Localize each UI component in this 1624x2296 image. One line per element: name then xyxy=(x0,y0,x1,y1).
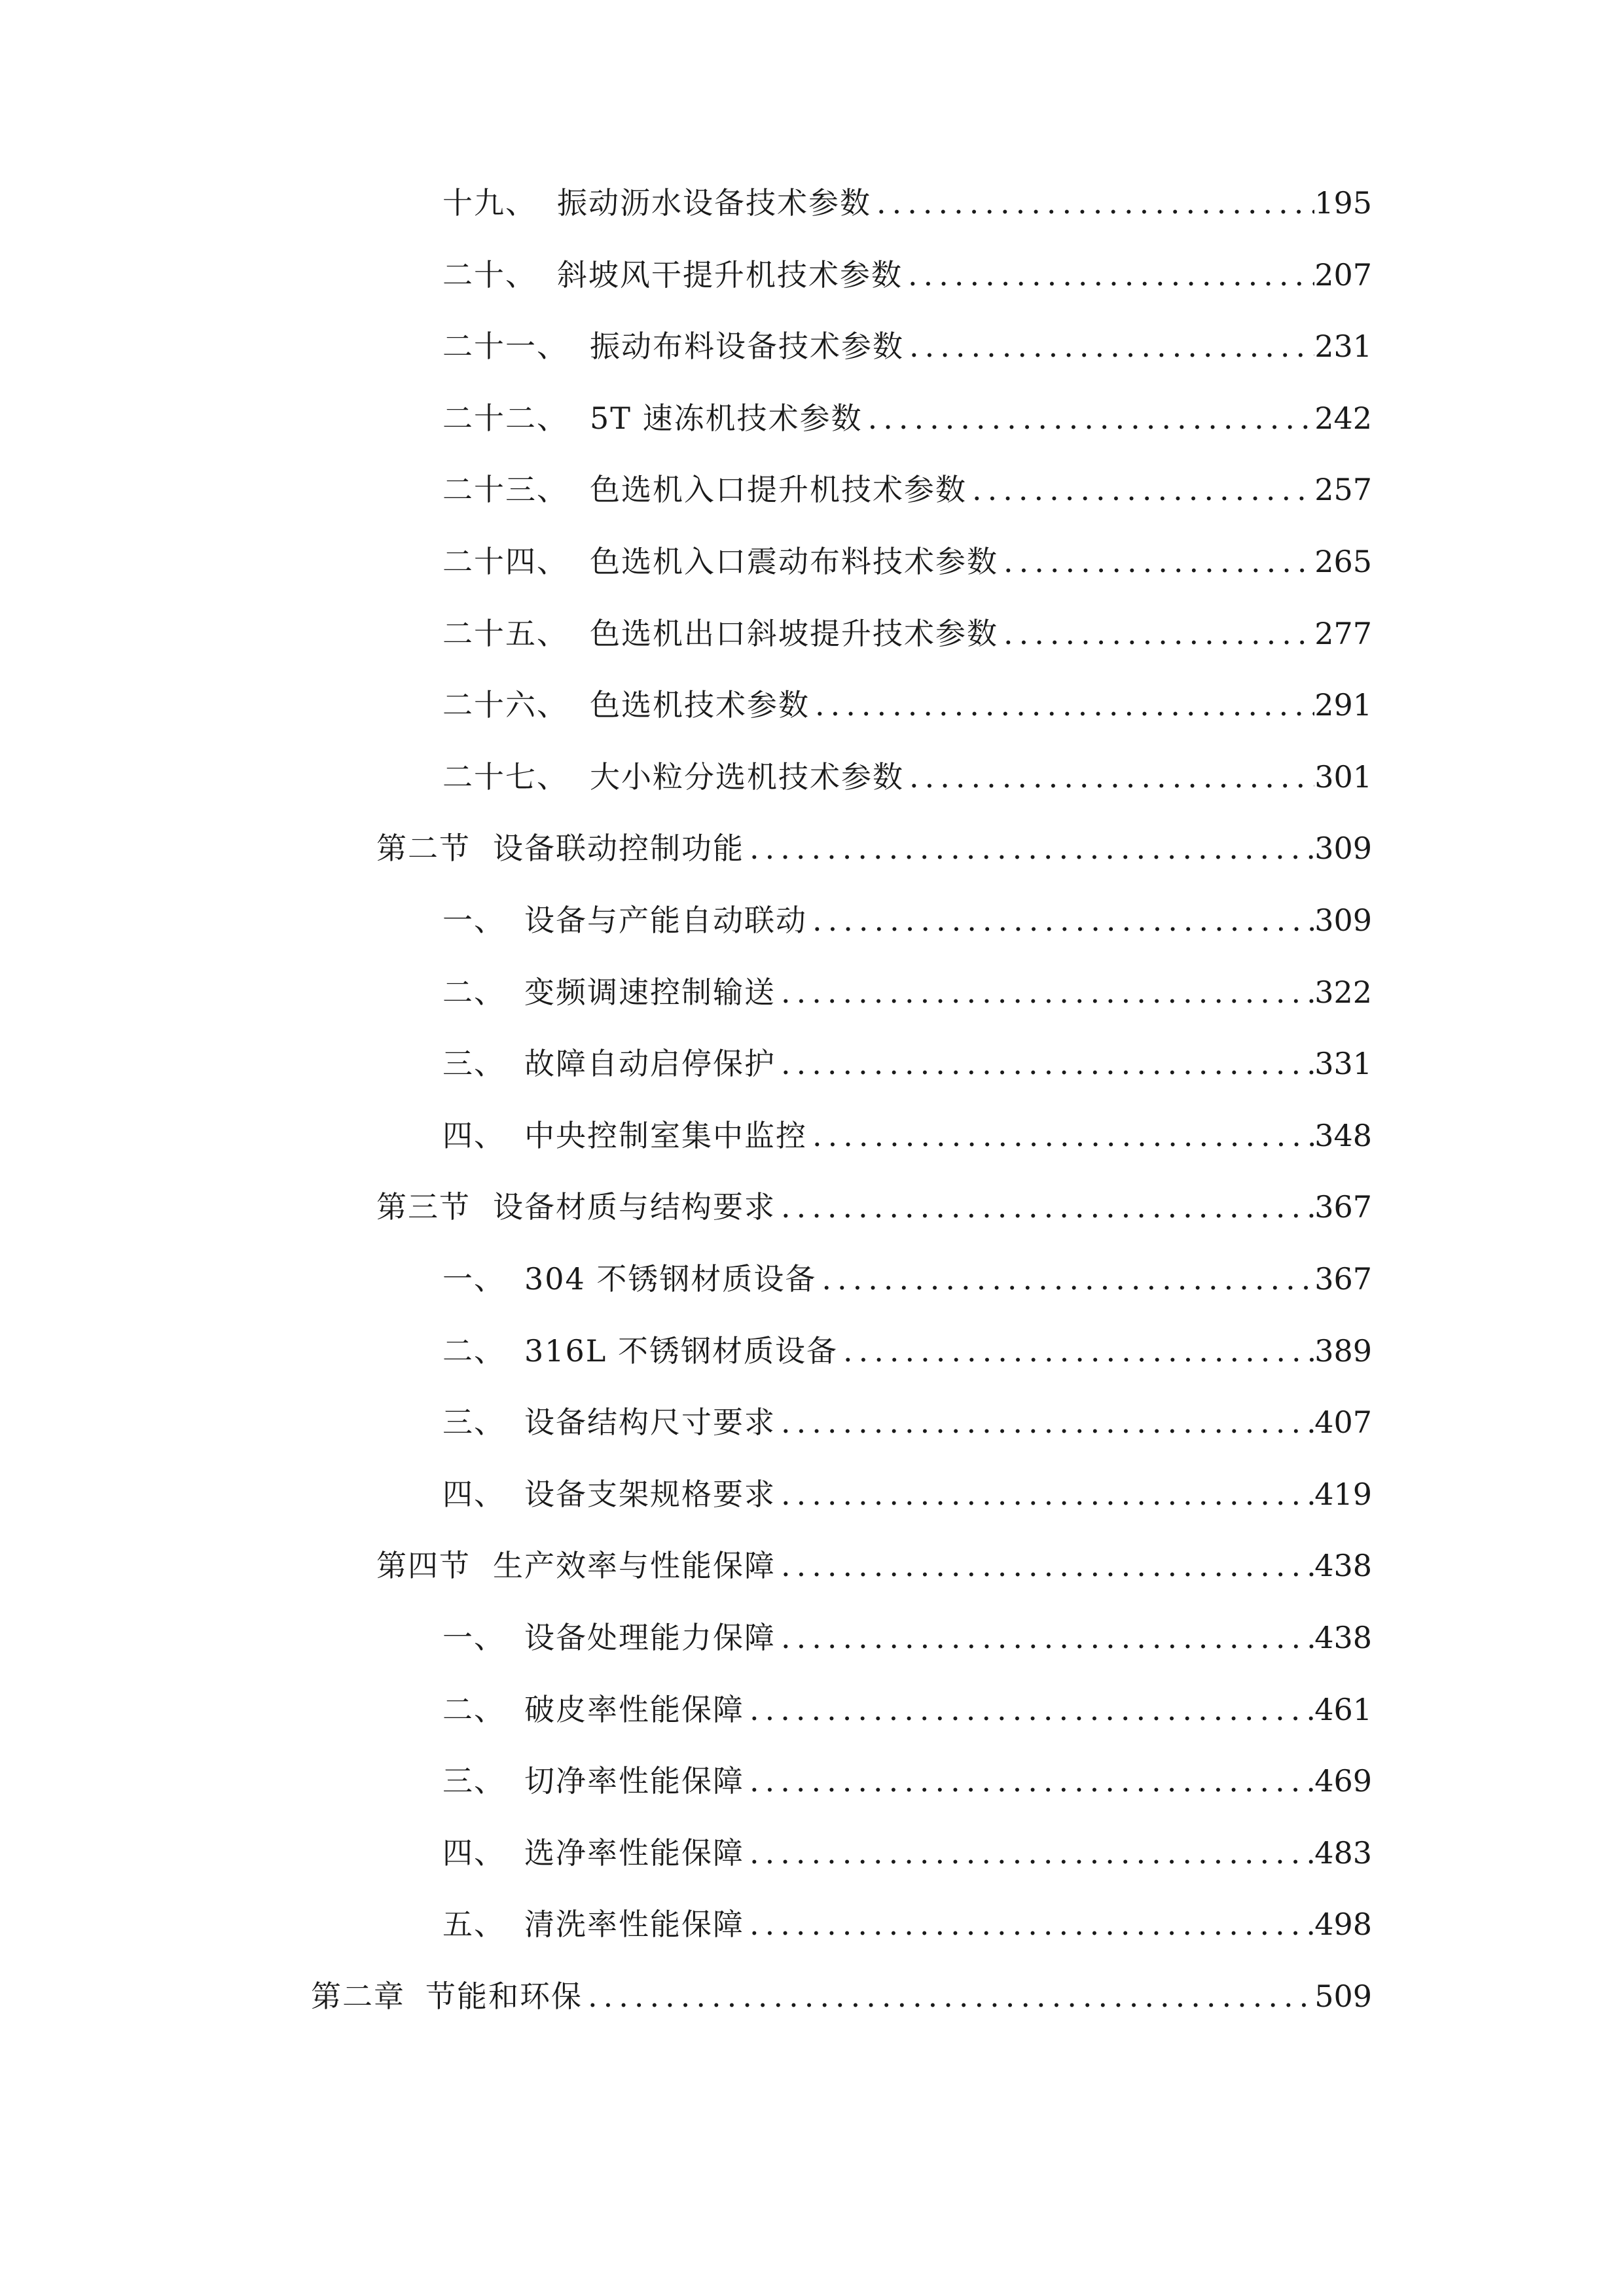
toc-entry-number: 三、 xyxy=(442,1405,505,1440)
dot-leader xyxy=(744,1898,1314,1950)
toc-entry-title: 破皮率性能保障 xyxy=(524,1692,744,1727)
toc-entry-number: 第三节 xyxy=(376,1189,471,1225)
dot-leader xyxy=(998,607,1314,660)
toc-entry[interactable] xyxy=(442,249,1372,301)
toc-entry-number: 五、 xyxy=(442,1907,505,1942)
toc-entry-title: 316L 不锈钢材质设备 xyxy=(524,1333,838,1369)
toc-entry[interactable] xyxy=(442,1468,1372,1520)
toc-entry[interactable] xyxy=(442,1396,1372,1448)
dot-leader xyxy=(776,1468,1314,1520)
toc-entry-title: 设备与产能自动联动 xyxy=(524,903,807,938)
toc-entry[interactable] xyxy=(442,1827,1372,1879)
toc-entry[interactable] xyxy=(442,679,1372,731)
dot-leader xyxy=(807,894,1314,946)
toc-entry-page-number: 195 xyxy=(1314,185,1372,221)
toc-entry-title: 振动沥水设备技术参数 xyxy=(557,185,871,221)
toc-entry[interactable] xyxy=(442,392,1372,444)
dot-leader xyxy=(744,822,1314,874)
dot-leader xyxy=(810,679,1314,731)
toc-entry-number: 二十六、 xyxy=(442,687,568,723)
toc-entry-number: 二十七、 xyxy=(442,759,568,795)
toc-entry-number: 二十、 xyxy=(442,257,537,293)
toc-entry-number: 二、 xyxy=(442,1692,505,1727)
toc-entry[interactable] xyxy=(442,1037,1372,1090)
toc-entry[interactable] xyxy=(442,463,1372,516)
toc-entry-title: 304 不锈钢材质设备 xyxy=(524,1261,817,1297)
toc-entry-number: 三、 xyxy=(442,1046,505,1081)
toc-entry-page-number: 483 xyxy=(1314,1835,1372,1871)
toc-entry-number: 四、 xyxy=(442,1118,505,1153)
dot-leader xyxy=(776,1611,1314,1664)
toc-entry[interactable] xyxy=(442,966,1372,1018)
toc-entry-title: 斜坡风干提升机技术参数 xyxy=(557,257,903,293)
toc-entry-number: 三、 xyxy=(442,1763,505,1799)
toc-entry-page-number: 438 xyxy=(1314,1620,1372,1655)
dot-leader xyxy=(776,1037,1314,1090)
toc-entry[interactable] xyxy=(442,320,1372,372)
toc-entry[interactable] xyxy=(442,1683,1372,1736)
toc-entry-title: 振动布料设备技术参数 xyxy=(590,329,904,364)
toc-entry-page-number: 367 xyxy=(1314,1261,1372,1297)
toc-entry[interactable] xyxy=(442,1325,1372,1377)
toc-entry-page-number: 207 xyxy=(1314,257,1372,293)
toc-entry[interactable] xyxy=(442,535,1372,588)
toc-entry[interactable] xyxy=(442,894,1372,946)
toc-entry-title: 选净率性能保障 xyxy=(524,1835,744,1871)
toc-entry-page-number: 257 xyxy=(1314,472,1372,507)
toc-entry[interactable] xyxy=(442,1611,1372,1664)
toc-entry-number: 二十三、 xyxy=(442,472,568,507)
dot-leader xyxy=(744,1683,1314,1736)
toc-entry-number: 第四节 xyxy=(376,1548,471,1583)
toc-entry-page-number: 367 xyxy=(1314,1189,1372,1225)
dot-leader xyxy=(967,463,1314,516)
toc-entry-number: 一、 xyxy=(442,1620,505,1655)
toc-entry-page-number: 461 xyxy=(1314,1692,1372,1727)
toc-entry-page-number: 322 xyxy=(1314,975,1372,1010)
dot-leader xyxy=(998,535,1314,588)
toc-entry[interactable] xyxy=(442,1109,1372,1162)
toc-entry-title: 故障自动启停保护 xyxy=(524,1046,776,1081)
toc-entry-page-number: 419 xyxy=(1314,1477,1372,1512)
toc-entry-page-number: 509 xyxy=(1314,1979,1372,2014)
toc-entry-title: 变频调速控制输送 xyxy=(524,975,776,1010)
toc-entry[interactable] xyxy=(442,1755,1372,1807)
toc-entry-number: 四、 xyxy=(442,1477,505,1512)
toc-entry-page-number: 291 xyxy=(1314,687,1372,723)
toc-entry-title: 设备处理能力保障 xyxy=(524,1620,776,1655)
toc-entry-page-number: 348 xyxy=(1314,1118,1372,1153)
toc-entry-page-number: 438 xyxy=(1314,1548,1372,1583)
toc-entry[interactable] xyxy=(442,1898,1372,1950)
toc-entry-page-number: 301 xyxy=(1314,759,1372,795)
dot-leader xyxy=(776,1396,1314,1448)
dot-leader xyxy=(904,320,1314,372)
toc-entry-page-number: 242 xyxy=(1314,401,1372,436)
toc-entry-title: 5T 速冻机技术参数 xyxy=(590,401,863,436)
dot-leader xyxy=(583,1970,1314,2022)
toc-entry-title: 清洗率性能保障 xyxy=(524,1907,744,1942)
toc-entry[interactable] xyxy=(376,822,1372,874)
toc-entry-number: 二、 xyxy=(442,1333,505,1369)
toc-entry[interactable] xyxy=(376,1539,1372,1592)
toc-entry-number: 十九、 xyxy=(442,185,537,221)
dot-leader xyxy=(776,966,1314,1018)
toc-entry[interactable] xyxy=(311,1970,1372,2022)
toc-entry-title: 设备材质与结构要求 xyxy=(493,1189,776,1225)
toc-entry-number: 二十一、 xyxy=(442,329,568,364)
toc-entry[interactable] xyxy=(376,1181,1372,1233)
toc-entry[interactable] xyxy=(442,751,1372,803)
dot-leader xyxy=(903,249,1314,301)
toc-entry-title: 切净率性能保障 xyxy=(524,1763,744,1799)
dot-leader xyxy=(744,1827,1314,1879)
dot-leader xyxy=(744,1755,1314,1807)
toc-entry-page-number: 469 xyxy=(1314,1763,1372,1799)
dot-leader xyxy=(871,177,1314,229)
toc-entry-number: 一、 xyxy=(442,1261,505,1297)
toc-entry-page-number: 309 xyxy=(1314,903,1372,938)
toc-entry-page-number: 498 xyxy=(1314,1907,1372,1942)
toc-entry-number: 二、 xyxy=(442,975,505,1010)
toc-entry-page-number: 389 xyxy=(1314,1333,1372,1369)
dot-leader xyxy=(863,392,1315,444)
dot-leader xyxy=(816,1253,1314,1305)
toc-entry-page-number: 331 xyxy=(1314,1046,1372,1081)
dot-leader xyxy=(904,751,1314,803)
dot-leader xyxy=(838,1325,1314,1377)
toc-entry-title: 节能和环保 xyxy=(425,1979,583,2014)
toc-entry-page-number: 265 xyxy=(1314,544,1372,579)
toc-entry-title: 色选机入口提升机技术参数 xyxy=(590,472,967,507)
toc-entry-title: 色选机出口斜坡提升技术参数 xyxy=(590,616,998,651)
toc-entry-title: 生产效率与性能保障 xyxy=(493,1548,776,1583)
toc-entry-title: 色选机技术参数 xyxy=(590,687,810,723)
toc-entry-number: 第二章 xyxy=(311,1979,405,2014)
toc-entry-title: 设备结构尺寸要求 xyxy=(524,1405,776,1440)
dot-leader xyxy=(776,1539,1314,1592)
toc-entry-title: 大小粒分选机技术参数 xyxy=(590,759,904,795)
toc-entry[interactable] xyxy=(442,1253,1372,1305)
toc-entry-title: 设备支架规格要求 xyxy=(524,1477,776,1512)
toc-entry-number: 四、 xyxy=(442,1835,505,1871)
dot-leader xyxy=(807,1109,1314,1162)
toc-entry-title: 色选机入口震动布料技术参数 xyxy=(590,544,998,579)
toc-entry-number: 第二节 xyxy=(376,831,471,866)
toc-entry-number: 一、 xyxy=(442,903,505,938)
toc-entry-page-number: 231 xyxy=(1314,329,1372,364)
toc-entry-title: 设备联动控制功能 xyxy=(493,831,744,866)
toc-entry-page-number: 407 xyxy=(1314,1405,1372,1440)
toc-entry-number: 二十二、 xyxy=(442,401,568,436)
toc-entry-title: 中央控制室集中监控 xyxy=(524,1118,807,1153)
toc-entry-page-number: 277 xyxy=(1314,616,1372,651)
toc-entry[interactable] xyxy=(442,177,1372,229)
toc-entry-page-number: 309 xyxy=(1314,831,1372,866)
toc-entry-number: 二十五、 xyxy=(442,616,568,651)
toc-entry[interactable] xyxy=(442,607,1372,660)
dot-leader xyxy=(776,1181,1314,1233)
toc-entry-number: 二十四、 xyxy=(442,544,568,579)
